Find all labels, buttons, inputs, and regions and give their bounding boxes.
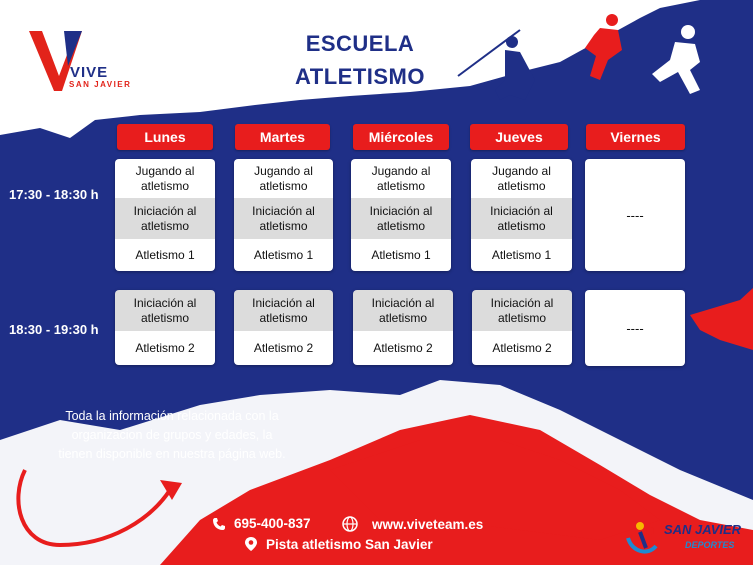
class-cell: Atletismo 2 xyxy=(115,331,215,365)
class-cell: Iniciación al atletismo xyxy=(471,198,572,239)
class-cell: Iniciación al atletismo xyxy=(115,198,215,239)
class-cell: Iniciación al atletismo xyxy=(115,290,215,331)
time-slot-2: 18:30 - 19:30 h xyxy=(9,322,99,337)
day-header-jueves: Jueves xyxy=(470,124,568,150)
class-cell: Jugando al atletismo xyxy=(234,159,333,198)
title-line-2: ATLETISMO xyxy=(295,64,425,89)
day-header-lunes: Lunes xyxy=(117,124,213,150)
footer-logo-top: SAN JAVIER xyxy=(664,522,742,537)
class-cell: Atletismo 2 xyxy=(472,331,572,365)
day-header-martes: Martes xyxy=(235,124,330,150)
info-line-2: organizacion de grupos y edades, la xyxy=(71,428,273,442)
class-cell: Atletismo 1 xyxy=(471,239,572,271)
logo-sub: SAN JAVIER xyxy=(69,80,132,89)
phone-number: 695-400-837 xyxy=(234,516,311,531)
class-cell: Atletismo 1 xyxy=(115,239,215,271)
slot2-viernes: ---- xyxy=(585,290,685,366)
web-url: www.viveteam.es xyxy=(372,516,484,532)
slot1-viernes: ---- xyxy=(585,159,685,271)
footer-logo-bottom: DEPORTES xyxy=(685,540,735,550)
class-cell: Iniciación al atletismo xyxy=(234,290,333,331)
class-cell: Iniciación al atletismo xyxy=(234,198,333,239)
day-header-viernes: Viernes xyxy=(586,124,685,150)
day-header-miercoles: Miércoles xyxy=(353,124,449,150)
class-cell: Atletismo 1 xyxy=(234,239,333,271)
class-cell: Jugando al atletismo xyxy=(351,159,451,198)
info-line-3: tienen disponible en nuestra página web. xyxy=(58,447,286,461)
class-cell: Atletismo 2 xyxy=(353,331,453,365)
title-line-1: ESCUELA xyxy=(305,31,415,56)
time-slot-1: 17:30 - 18:30 h xyxy=(9,187,99,202)
class-cell: Atletismo 1 xyxy=(351,239,451,271)
logo-word: VIVE xyxy=(70,64,109,81)
class-cell: Jugando al atletismo xyxy=(471,159,572,198)
class-cell: Iniciación al atletismo xyxy=(353,290,453,331)
class-cell: Iniciación al atletismo xyxy=(351,198,451,239)
info-line-1: Toda la información relacionada con la xyxy=(65,409,279,423)
class-cell: Jugando al atletismo xyxy=(115,159,215,198)
class-cell: Atletismo 2 xyxy=(234,331,333,365)
class-cell: Iniciación al atletismo xyxy=(472,290,572,331)
location-text: Pista atletismo San Javier xyxy=(266,536,433,552)
